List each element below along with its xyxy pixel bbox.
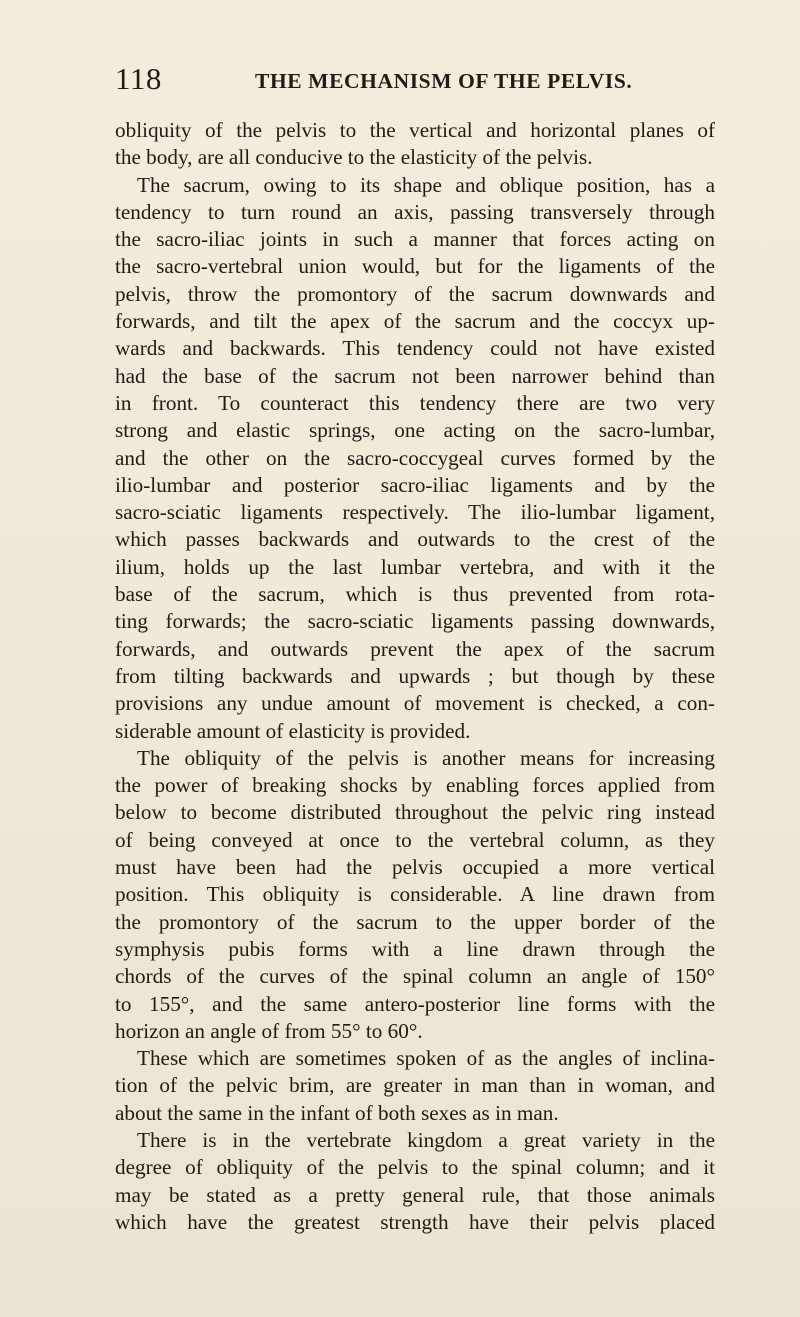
text-line: had the base of the sacrum not been narrower behind than (115, 363, 715, 388)
text-line: tion of the pelvic brim, are greater in man than in woman, and (115, 1073, 715, 1098)
text-line: tendency to turn round an axis, passing transversely through (115, 199, 715, 224)
text-line: from tilting backwards and upwards ; but though by these (115, 663, 715, 688)
text-line: The obliquity of the pelvis is another means for increasing (137, 745, 715, 770)
text-line: in front. To counteract this tendency there are two very (115, 390, 715, 415)
text-line: position. This obliquity is considerable. A line drawn from (115, 882, 715, 907)
text-line: degree of obliquity of the pelvis to the spinal column; and it (115, 1155, 715, 1180)
body-text (115, 117, 715, 1236)
text-line: ting forwards; the sacro-sciatic ligaments passing downwards, (115, 609, 715, 634)
text-line: below to become distributed throughout the pelvic ring instead (115, 800, 715, 825)
text-line: horizon an angle of from 55° to 60°. (115, 1018, 423, 1043)
text-line: These which are sometimes spoken of as the angles of inclina- (137, 1046, 715, 1071)
text-line: the sacro-vertebral union would, but for the ligaments of the (115, 254, 715, 279)
text-line: symphysis pubis forms with a line drawn through the (115, 936, 715, 961)
text-line: the sacro-iliac joints in such a manner that forces acting on (115, 227, 715, 252)
text-line: about the same in the infant of both sexes as in man. (115, 1100, 559, 1125)
text-line: There is in the vertebrate kingdom a great variety in the (137, 1127, 715, 1152)
text-line: ilio-lumbar and posterior sacro-iliac ligaments and by the (115, 472, 715, 497)
text-line: to 155°, and the same antero-posterior line forms with the (115, 991, 715, 1016)
page-number: 118 (115, 61, 162, 96)
text-line: provisions any undue amount of movement is checked, a con- (115, 691, 715, 716)
text-line: and the other on the sacro-coccygeal curves formed by the (115, 445, 715, 470)
text-line: ilium, holds up the last lumbar vertebra, and with it the (115, 554, 715, 579)
text-line: forwards, and tilt the apex of the sacrum and the coccyx up- (115, 309, 715, 334)
text-line: the body, are all conducive to the elasticity of the pelvis. (115, 145, 593, 170)
text-line: of being conveyed at once to the vertebral column, as they (115, 827, 715, 852)
text-line: which passes backwards and outwards to the crest of the (115, 527, 715, 552)
text-line: must have been had the pelvis occupied a more vertical (115, 855, 715, 880)
text-line: may be stated as a pretty general rule, that those animals (115, 1182, 715, 1207)
text-line: siderable amount of elasticity is provided. (115, 718, 471, 743)
text-line: the promontory of the sacrum to the upper border of the (115, 909, 715, 934)
text-line: chords of the curves of the spinal column an angle of 150° (115, 964, 715, 989)
text-line: wards and backwards. This tendency could not have existed (115, 336, 715, 361)
text-line: obliquity of the pelvis to the vertical and horizontal planes of (115, 118, 715, 142)
text-line: which have the greatest strength have their pelvis placed (115, 1209, 715, 1234)
running-title: THE MECHANISM OF THE PELVIS. (255, 69, 633, 93)
text-line: strong and elastic springs, one acting on the sacro-lumbar, (115, 418, 715, 443)
text-line: forwards, and outwards prevent the apex of the sacrum (115, 636, 715, 661)
text-line: The sacrum, owing to its shape and oblique position, has a (137, 172, 715, 197)
text-line: base of the sacrum, which is thus prevented from rota- (115, 582, 715, 607)
page-header (115, 62, 715, 102)
text-line: the power of breaking shocks by enabling forces applied from (115, 773, 715, 798)
text-line: pelvis, throw the promontory of the sacrum downwards and (115, 281, 715, 306)
text-line: sacro-sciatic ligaments respectively. The ilio-lumbar ligament, (115, 500, 715, 525)
